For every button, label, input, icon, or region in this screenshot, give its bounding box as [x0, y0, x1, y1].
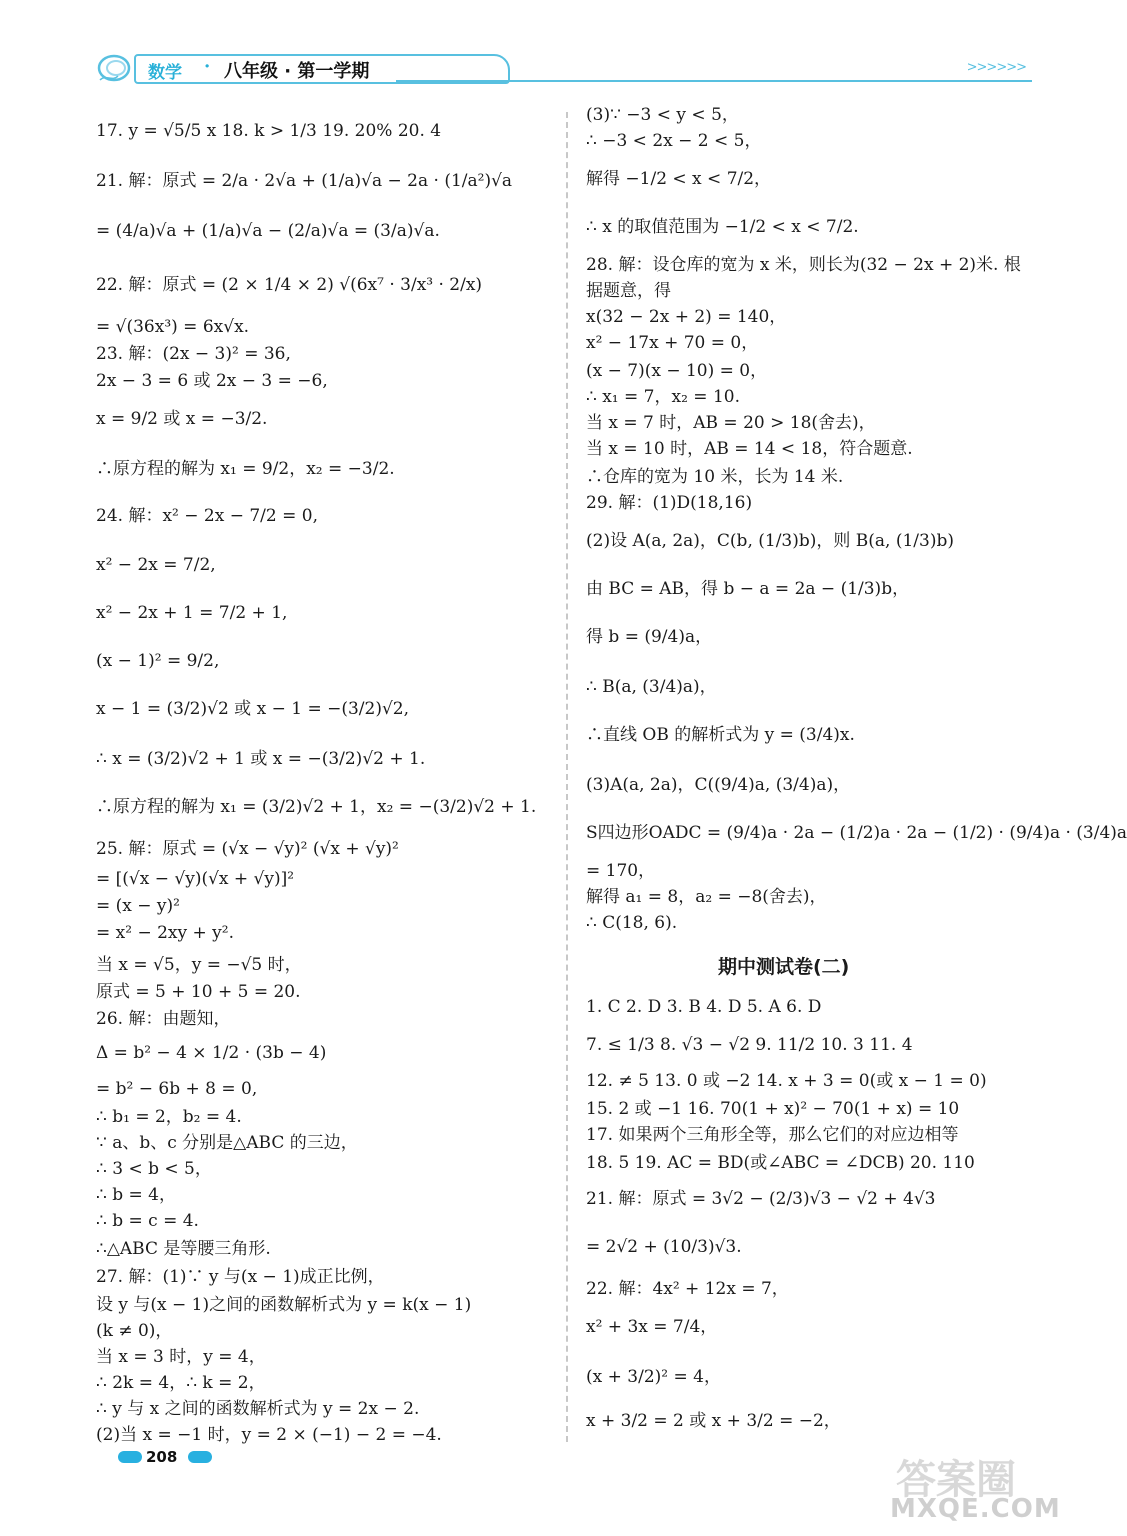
subject-label: 数学 [148, 63, 182, 83]
answer-line: Δ = b² − 4 × 1/2 · (3b − 4) [96, 1043, 327, 1063]
answer-line: = x² − 2xy + y². [96, 923, 234, 943]
answer-line: ∴ b = 4， [96, 1185, 176, 1205]
answer-line: x² − 17x + 70 = 0， [586, 333, 759, 353]
answer-line: ∴ C(18, 6). [586, 913, 678, 933]
answer-line: ∴ x = (3/2)√2 + 1 或 x = −(3/2)√2 + 1. [96, 749, 426, 769]
section-title: 期中测试卷(二) [718, 956, 850, 978]
answer-line: x = 9/2 或 x = −3/2. [96, 409, 268, 429]
answer-line: 由 BC = AB，得 b − a = 2a − (1/3)b， [586, 579, 910, 599]
answer-line: = (4/a)√a + (1/a)√a − (2/a)√a = (3/a)√a. [96, 221, 440, 241]
answer-line: 12. ≠ 5 13. 0 或 −2 14. x + 3 = 0(或 x − 1 = 0) [586, 1071, 987, 1091]
answer-line: x(32 − 2x + 2) = 140， [586, 307, 787, 327]
page-number: 208 [146, 1448, 178, 1466]
answer-line: ∴ 3 < b < 5， [96, 1159, 212, 1179]
answer-line: ∴ −3 < 2x − 2 < 5， [586, 131, 762, 151]
answer-line: x + 3/2 = 2 或 x + 3/2 = −2， [586, 1411, 841, 1431]
swirl-logo-icon [96, 52, 132, 84]
answer-line: ∵ a、b、c 分别是△ABC 的三边， [96, 1133, 358, 1153]
chevrons-icon: >>>>>> [966, 60, 1026, 75]
answer-line: 设 y 与(x − 1)之间的函数解析式为 y = k(x − 1) [96, 1295, 472, 1315]
answer-line: = √(36x³) = 6x√x. [96, 317, 250, 337]
answer-line: 解得 a₁ = 8，a₂ = −8(舍去)， [586, 887, 827, 907]
grade-term-label: 八年级 · 第一学期 [224, 61, 370, 82]
answer-line: (3)A(a, 2a)，C((9/4)a, (3/4)a)， [586, 775, 851, 795]
column-divider [566, 112, 568, 1442]
answer-line: x² + 3x = 7/4， [586, 1317, 718, 1337]
answer-line: 25. 解：原式 = (√x − √y)² (√x + √y)² [96, 839, 399, 859]
answer-line: x − 1 = (3/2)√2 或 x − 1 = −(3/2)√2, [96, 699, 410, 719]
header-rule [396, 80, 1032, 82]
answer-line: = [(√x − √y)(√x + √y)]² [96, 869, 295, 889]
answer-line: 28. 解：设仓库的宽为 x 米，则长为(32 − 2x + 2)米. 根 [586, 255, 1021, 275]
answer-line: 1. C 2. D 3. B 4. D 5. A 6. D [586, 997, 822, 1017]
answer-line: ∴ b = c = 4. [96, 1211, 199, 1231]
answer-line: = 2√2 + (10/3)√3. [586, 1237, 742, 1257]
answer-line: 当 x = 3 时，y = 4， [96, 1347, 266, 1367]
answer-line: = 170， [586, 861, 656, 881]
answer-line: 当 x = √5，y = −√5 时， [96, 955, 302, 975]
answer-line: 当 x = 10 时，AB = 14 < 18，符合题意. [586, 439, 913, 459]
separator-dot: · [204, 56, 211, 77]
answer-line: ∴ b₁ = 2，b₂ = 4. [96, 1107, 242, 1127]
answer-line: 据题意，得 [586, 281, 671, 301]
answer-line: = (x − y)² [96, 896, 180, 916]
answer-line: ∴ 2k = 4，∴ k = 2， [96, 1373, 266, 1393]
answer-line: 22. 解：原式 = (2 × 1/4 × 2) √(6x⁷ · 3/x³ · 2/x) [96, 275, 483, 295]
answer-line: 22. 解：4x² + 12x = 7， [586, 1279, 789, 1299]
answer-line: (3)∵ −3 < y < 5， [586, 105, 739, 125]
answer-line: 原式 = 5 + 10 + 5 = 20. [96, 982, 301, 1002]
watermark-logo: 答案圈 [896, 1457, 1016, 1503]
answer-line: ∴ B(a, (3/4)a)， [586, 677, 717, 697]
answer-line: (2)设 A(a, 2a)，C(b, (1/3)b)，则 B(a, (1/3)b) [586, 531, 954, 551]
answer-line: (x − 7)(x − 10) = 0， [586, 361, 768, 381]
answer-line: x² − 2x = 7/2, [96, 555, 216, 575]
answer-line: 21. 解：原式 = 3√2 − (2/3)√3 − √2 + 4√3 [586, 1189, 936, 1209]
answer-line: 2x − 3 = 6 或 2x − 3 = −6, [96, 371, 328, 391]
answer-line: S四边形OADC = (9/4)a · 2a − (1/2)a · 2a − (1/2) · (9/4)a · (3/4)a [586, 823, 1127, 843]
answer-line: 26. 解：由题知， [96, 1009, 231, 1029]
answer-line: 解得 −1/2 < x < 7/2， [586, 169, 772, 189]
answer-line: 7. ≤ 1/3 8. √3 − √2 9. 11/2 10. 3 11. 4 [586, 1035, 913, 1055]
answer-line: 17. y = √5/5 x 18. k > 1/3 19. 20% 20. 4 [96, 121, 442, 141]
answer-line: ∴ x 的取值范围为 −1/2 < x < 7/2. [586, 217, 859, 237]
answer-line: (x − 1)² = 9/2, [96, 651, 220, 671]
answer-line: 得 b = (9/4)a， [586, 627, 713, 647]
answer-line: ∴△ABC 是等腰三角形. [96, 1239, 271, 1259]
answer-line: ∴原方程的解为 x₁ = 9/2，x₂ = −3/2. [96, 459, 395, 479]
answer-line: (x + 3/2)² = 4， [586, 1367, 721, 1387]
answer-line: (k ≠ 0)， [96, 1321, 173, 1341]
page-header [96, 50, 1032, 86]
answer-line: 17. 如果两个三角形全等，那么它们的对应边相等 [586, 1125, 959, 1145]
watermark-url: MXQE.COM [890, 1494, 1061, 1524]
answer-line: 24. 解：x² − 2x − 7/2 = 0, [96, 506, 318, 526]
answer-line: 21. 解：原式 = 2/a · 2√a + (1/a)√a − 2a · (1/a²)√a [96, 171, 513, 191]
answer-line: 29. 解：(1)D(18,16) [586, 493, 753, 513]
answer-line: ∴仓库的宽为 10 米，长为 14 米. [586, 467, 844, 487]
answer-line: 当 x = 7 时，AB = 20 > 18(舍去)， [586, 413, 876, 433]
answer-line: ∴ y 与 x 之间的函数解析式为 y = 2x − 2. [96, 1399, 420, 1419]
footer-pill-right-icon [188, 1451, 212, 1463]
answer-line: 23. 解：(2x − 3)² = 36, [96, 344, 291, 364]
answer-line: 27. 解：(1)∵ y 与(x − 1)成正比例， [96, 1267, 385, 1287]
answer-line: (2)当 x = −1 时，y = 2 × (−1) − 2 = −4. [96, 1425, 442, 1445]
answer-line: 18. 5 19. AC = BD(或∠ABC = ∠DCB) 20. 110 [586, 1153, 975, 1173]
answer-line: = b² − 6b + 8 = 0, [96, 1079, 258, 1099]
watermark [890, 1448, 1070, 1528]
answer-line: x² − 2x + 1 = 7/2 + 1, [96, 603, 288, 623]
answer-line: ∴ x₁ = 7，x₂ = 10. [586, 387, 740, 407]
answer-line: 15. 2 或 −1 16. 70(1 + x)² − 70(1 + x) = 10 [586, 1099, 960, 1119]
footer-pill-left-icon [118, 1451, 142, 1463]
answer-line: ∴原方程的解为 x₁ = (3/2)√2 + 1，x₂ = −(3/2)√2 + 1. [96, 797, 537, 817]
answer-line: ∴直线 OB 的解析式为 y = (3/4)x. [586, 725, 855, 745]
